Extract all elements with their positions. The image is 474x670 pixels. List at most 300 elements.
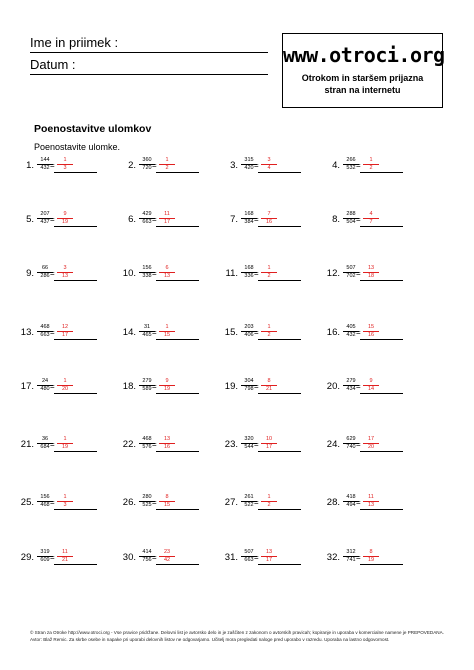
answer-fraction xyxy=(260,378,278,392)
fraction-numerator: 507 xyxy=(346,265,356,271)
answer-numerator: 23 xyxy=(163,549,171,555)
answer-numerator: 13 xyxy=(367,265,375,271)
fraction-numerator: 66 xyxy=(41,265,49,271)
answer-denominator: 2 xyxy=(369,165,373,171)
problem-item xyxy=(208,324,308,348)
equals-sign: = xyxy=(50,161,55,170)
answer-line[interactable] xyxy=(258,509,301,510)
problem-item xyxy=(4,378,104,402)
problem-item xyxy=(208,436,308,460)
fraction-numerator: 156 xyxy=(40,494,50,500)
answer-denominator: 16 xyxy=(163,444,171,450)
answer-fraction xyxy=(56,378,74,392)
answer-line[interactable] xyxy=(360,280,403,281)
name-label: Ime in priimek : xyxy=(30,35,119,50)
fraction-denominator: 384 xyxy=(244,219,254,225)
problem-number: 15. xyxy=(224,327,238,338)
answer-denominator: 21 xyxy=(265,386,273,392)
problem-number: 21. xyxy=(20,439,34,450)
fraction-numerator: 24 xyxy=(41,378,49,384)
problem-item xyxy=(208,157,308,181)
fraction-denominator: 434 xyxy=(346,386,356,392)
problem-number: 5. xyxy=(26,214,34,225)
answer-line[interactable] xyxy=(360,451,403,452)
answer-line[interactable] xyxy=(360,509,403,510)
answer-fraction xyxy=(158,436,176,450)
fraction-numerator: 360 xyxy=(142,157,152,163)
problem-item xyxy=(4,436,104,460)
fraction-numerator: 312 xyxy=(346,549,356,555)
answer-numerator: 8 xyxy=(369,549,373,555)
answer-denominator: 14 xyxy=(367,386,375,392)
answer-line[interactable] xyxy=(360,172,403,173)
answer-fraction xyxy=(56,265,74,279)
problem-item xyxy=(106,157,206,181)
answer-fraction xyxy=(260,157,278,171)
answer-fraction xyxy=(158,157,176,171)
answer-denominator: 20 xyxy=(61,386,69,392)
fraction-denominator: 740 xyxy=(346,444,356,450)
answer-numerator: 1 xyxy=(63,494,67,500)
answer-numerator: 1 xyxy=(165,324,169,330)
problem-number: 28. xyxy=(326,497,340,508)
worksheet-title: Poenostavitve ulomkov xyxy=(34,123,152,135)
answer-numerator: 10 xyxy=(265,436,273,442)
answer-line[interactable] xyxy=(360,564,403,565)
equals-sign: = xyxy=(254,161,259,170)
problem-item xyxy=(310,494,410,518)
problem-number: 16. xyxy=(326,327,340,338)
fraction-denominator: 609 xyxy=(40,557,50,563)
fraction-denominator: 525 xyxy=(142,502,152,508)
answer-numerator: 8 xyxy=(165,494,169,500)
equals-sign: = xyxy=(50,553,55,562)
problem-item xyxy=(106,265,206,289)
answer-numerator: 1 xyxy=(267,494,271,500)
name-underline xyxy=(30,52,268,53)
answer-fraction xyxy=(362,436,380,450)
fraction-denominator: 589 xyxy=(142,386,152,392)
answer-fraction xyxy=(260,265,278,279)
answer-numerator: 1 xyxy=(63,436,67,442)
fraction-numerator: 468 xyxy=(142,436,152,442)
logo-tagline-line2: stran na internetu xyxy=(324,85,401,95)
fraction-numerator: 168 xyxy=(244,265,254,271)
answer-numerator: 1 xyxy=(63,157,67,163)
answer-fraction xyxy=(158,549,176,563)
fraction-denominator: 494 xyxy=(346,502,356,508)
problem-item xyxy=(208,211,308,235)
problem-number: 23. xyxy=(224,439,238,450)
fraction-denominator: 756 xyxy=(142,557,152,563)
answer-denominator: 2 xyxy=(267,502,271,508)
answer-numerator: 3 xyxy=(63,265,67,271)
problem-number: 32. xyxy=(326,552,340,563)
answer-line[interactable] xyxy=(258,393,301,394)
fraction-denominator: 286 xyxy=(40,273,50,279)
equals-sign: = xyxy=(152,553,157,562)
answer-fraction xyxy=(260,211,278,225)
answer-denominator: 15 xyxy=(163,332,171,338)
fraction-denominator: 432 xyxy=(40,165,50,171)
answer-numerator: 9 xyxy=(369,378,373,384)
answer-line[interactable] xyxy=(54,509,97,510)
answer-line[interactable] xyxy=(360,339,403,340)
fraction-denominator: 437 xyxy=(40,219,50,225)
fraction-denominator: 504 xyxy=(346,219,356,225)
answer-fraction xyxy=(362,324,380,338)
answer-numerator: 1 xyxy=(165,157,169,163)
answer-fraction xyxy=(260,324,278,338)
answer-line[interactable] xyxy=(54,226,97,227)
answer-denominator: 20 xyxy=(367,444,375,450)
problem-number: 29. xyxy=(20,552,34,563)
fraction-numerator: 207 xyxy=(40,211,50,217)
fraction-numerator: 280 xyxy=(142,494,152,500)
date-label: Datum : xyxy=(30,57,76,72)
problem-number: 27. xyxy=(224,497,238,508)
answer-denominator: 19 xyxy=(367,557,375,563)
fraction-numerator: 279 xyxy=(142,378,152,384)
fraction-denominator: 663 xyxy=(40,332,50,338)
problem-number: 18. xyxy=(122,381,136,392)
problem-number: 31. xyxy=(224,552,238,563)
footer-line1: © Stran za Otroke http://www.otroci.org - Vse pravice pridržane. Delovni list je avtorsko delo in je zaščiten z zakonom o avtorskih pravicah; kopiranje in uporaba v komercialne namene je PREPOVEDANA. xyxy=(30,630,444,635)
fraction-denominator: 336 xyxy=(244,273,254,279)
answer-fraction xyxy=(158,494,176,508)
equals-sign: = xyxy=(50,382,55,391)
answer-line[interactable] xyxy=(54,280,97,281)
problem-item xyxy=(106,378,206,402)
problem-number: 19. xyxy=(224,381,238,392)
answer-denominator: 19 xyxy=(61,219,69,225)
problem-number: 26. xyxy=(122,497,136,508)
fraction-numerator: 429 xyxy=(142,211,152,217)
answer-denominator: 4 xyxy=(267,165,271,171)
answer-denominator: 2 xyxy=(165,165,169,171)
fraction-numerator: 144 xyxy=(40,157,50,163)
answer-denominator: 17 xyxy=(163,219,171,225)
problem-item xyxy=(4,549,104,573)
answer-denominator: 17 xyxy=(265,444,273,450)
answer-line[interactable] xyxy=(258,339,301,340)
problem-item xyxy=(310,211,410,235)
equals-sign: = xyxy=(356,382,361,391)
equals-sign: = xyxy=(356,328,361,337)
answer-denominator: 17 xyxy=(265,557,273,563)
equals-sign: = xyxy=(254,215,259,224)
problem-number: 1. xyxy=(26,160,34,171)
problem-item xyxy=(310,378,410,402)
answer-numerator: 13 xyxy=(265,549,273,555)
equals-sign: = xyxy=(50,328,55,337)
problem-number: 24. xyxy=(326,439,340,450)
problem-number: 4. xyxy=(332,160,340,171)
fraction-numerator: 266 xyxy=(346,157,356,163)
problem-number: 3. xyxy=(230,160,238,171)
problem-number: 14. xyxy=(122,327,136,338)
answer-numerator: 6 xyxy=(165,265,169,271)
problem-item xyxy=(310,157,410,181)
problem-item xyxy=(106,494,206,518)
problem-item xyxy=(4,157,104,181)
answer-numerator: 11 xyxy=(368,494,374,500)
problem-item xyxy=(4,211,104,235)
answer-numerator: 11 xyxy=(62,549,68,555)
name-field[interactable] xyxy=(30,35,268,55)
problem-number: 2. xyxy=(128,160,136,171)
answer-fraction xyxy=(260,549,278,563)
equals-sign: = xyxy=(356,269,361,278)
problem-item xyxy=(208,549,308,573)
answer-denominator: 21 xyxy=(61,557,69,563)
problem-item xyxy=(4,494,104,518)
fraction-denominator: 522 xyxy=(244,502,254,508)
site-logo xyxy=(282,33,443,108)
answer-numerator: 15 xyxy=(367,324,375,330)
answer-line[interactable] xyxy=(258,226,301,227)
problem-number: 25. xyxy=(20,497,34,508)
answer-line[interactable] xyxy=(258,564,301,565)
answer-numerator: 1 xyxy=(267,324,271,330)
answer-fraction xyxy=(260,436,278,450)
answer-denominator: 2 xyxy=(267,273,271,279)
answer-fraction xyxy=(362,265,380,279)
answer-denominator: 19 xyxy=(61,444,69,450)
fraction-denominator: 576 xyxy=(142,444,152,450)
date-underline xyxy=(30,74,268,75)
answer-line[interactable] xyxy=(54,172,97,173)
fraction-denominator: 468 xyxy=(40,502,50,508)
copyright-footer xyxy=(30,630,450,643)
equals-sign: = xyxy=(356,498,361,507)
fraction-denominator: 465 xyxy=(142,332,152,338)
answer-line[interactable] xyxy=(54,339,97,340)
logo-tagline-line1: Otrokom in staršem prijazna xyxy=(301,73,424,83)
answer-numerator: 7 xyxy=(267,211,271,217)
problem-number: 9. xyxy=(26,268,34,279)
equals-sign: = xyxy=(152,498,157,507)
answer-numerator: 1 xyxy=(267,265,271,271)
fraction-denominator: 532 xyxy=(346,165,356,171)
answer-line[interactable] xyxy=(54,393,97,394)
equals-sign: = xyxy=(152,382,157,391)
equals-sign: = xyxy=(254,269,259,278)
answer-line[interactable] xyxy=(360,226,403,227)
problem-number: 12. xyxy=(326,268,340,279)
answer-numerator: 12 xyxy=(61,324,69,330)
answer-denominator: 19 xyxy=(163,386,171,392)
problem-number: 6. xyxy=(128,214,136,225)
problem-number: 30. xyxy=(122,552,136,563)
problem-item xyxy=(310,324,410,348)
equals-sign: = xyxy=(152,440,157,449)
answer-denominator: 2 xyxy=(267,332,271,338)
date-field[interactable] xyxy=(30,57,268,77)
problem-item xyxy=(208,378,308,402)
answer-fraction xyxy=(56,211,74,225)
answer-numerator: 3 xyxy=(267,157,271,163)
problem-number: 11. xyxy=(225,268,238,279)
answer-numerator: 4 xyxy=(369,211,373,217)
answer-fraction xyxy=(56,157,74,171)
fraction-numerator: 279 xyxy=(346,378,356,384)
equals-sign: = xyxy=(356,215,361,224)
logo-tagline xyxy=(283,72,442,96)
answer-denominator: 13 xyxy=(61,273,69,279)
answer-fraction xyxy=(158,378,176,392)
fraction-numerator: 168 xyxy=(244,211,254,217)
fraction-denominator: 544 xyxy=(244,444,254,450)
answer-line[interactable] xyxy=(156,172,199,173)
equals-sign: = xyxy=(50,440,55,449)
answer-denominator: 3 xyxy=(63,165,67,171)
answer-line[interactable] xyxy=(54,451,97,452)
equals-sign: = xyxy=(152,328,157,337)
answer-fraction xyxy=(158,211,176,225)
fraction-numerator: 288 xyxy=(346,211,356,217)
problem-number: 17. xyxy=(20,381,34,392)
fraction-numerator: 31 xyxy=(143,324,151,330)
equals-sign: = xyxy=(356,553,361,562)
answer-line[interactable] xyxy=(258,172,301,173)
answer-fraction xyxy=(56,436,74,450)
fraction-denominator: 432 xyxy=(346,332,356,338)
answer-line[interactable] xyxy=(156,280,199,281)
fraction-numerator: 203 xyxy=(244,324,254,330)
answer-numerator: 17 xyxy=(367,436,375,442)
problem-item xyxy=(310,265,410,289)
fraction-denominator: 663 xyxy=(142,219,152,225)
problem-item xyxy=(208,265,308,289)
fraction-numerator: 320 xyxy=(244,436,254,442)
equals-sign: = xyxy=(152,269,157,278)
answer-denominator: 13 xyxy=(163,273,171,279)
answer-numerator: 9 xyxy=(63,211,67,217)
equals-sign: = xyxy=(50,269,55,278)
answer-line[interactable] xyxy=(258,451,301,452)
equals-sign: = xyxy=(254,328,259,337)
answer-fraction xyxy=(260,494,278,508)
answer-fraction xyxy=(362,494,380,508)
equals-sign: = xyxy=(254,498,259,507)
answer-denominator: 16 xyxy=(367,332,375,338)
fraction-numerator: 507 xyxy=(244,549,254,555)
answer-numerator: 11 xyxy=(164,211,170,217)
answer-fraction xyxy=(56,324,74,338)
answer-line[interactable] xyxy=(156,393,199,394)
answer-denominator: 17 xyxy=(61,332,69,338)
answer-numerator: 9 xyxy=(165,378,169,384)
fraction-numerator: 261 xyxy=(244,494,254,500)
answer-line[interactable] xyxy=(54,564,97,565)
fraction-numerator: 315 xyxy=(244,157,254,163)
answer-denominator: 13 xyxy=(367,502,375,508)
answer-line[interactable] xyxy=(156,226,199,227)
fraction-numerator: 629 xyxy=(346,436,356,442)
fraction-denominator: 420 xyxy=(244,165,254,171)
fraction-denominator: 720 xyxy=(142,165,152,171)
answer-line[interactable] xyxy=(156,564,199,565)
problem-number: 10. xyxy=(122,268,136,279)
fraction-denominator: 338 xyxy=(142,273,152,279)
problem-item xyxy=(106,549,206,573)
answer-fraction xyxy=(362,211,380,225)
answer-fraction xyxy=(362,549,380,563)
equals-sign: = xyxy=(356,440,361,449)
footer-line2: Avtor: Blaž Remic. Za skrbe osebe in napake pri uporabi delovnih listov ne odgovarjamo. Učitelj mora pregledati naloge pred uporabo v razredu. Uporaba na lastno odgovornost. xyxy=(30,636,390,642)
logo-url: www.otroci.org xyxy=(283,43,445,67)
answer-fraction xyxy=(56,549,74,563)
equals-sign: = xyxy=(356,161,361,170)
problem-number: 22. xyxy=(122,439,136,450)
fraction-numerator: 405 xyxy=(346,324,356,330)
fraction-denominator: 741 xyxy=(346,557,356,563)
problem-item xyxy=(208,494,308,518)
fraction-numerator: 414 xyxy=(142,549,152,555)
fraction-denominator: 663 xyxy=(244,557,254,563)
equals-sign: = xyxy=(50,215,55,224)
equals-sign: = xyxy=(254,382,259,391)
problem-number: 7. xyxy=(230,214,238,225)
equals-sign: = xyxy=(152,161,157,170)
answer-numerator: 8 xyxy=(267,378,271,384)
answer-line[interactable] xyxy=(258,280,301,281)
answer-line[interactable] xyxy=(156,509,199,510)
fraction-numerator: 319 xyxy=(40,549,50,555)
problem-item xyxy=(106,324,206,348)
answer-fraction xyxy=(56,494,74,508)
problem-number: 20. xyxy=(326,381,340,392)
fraction-numerator: 468 xyxy=(40,324,50,330)
answer-numerator: 1 xyxy=(63,378,67,384)
answer-numerator: 1 xyxy=(369,157,373,163)
fraction-denominator: 702 xyxy=(346,273,356,279)
answer-denominator: 15 xyxy=(163,502,171,508)
equals-sign: = xyxy=(152,215,157,224)
problem-item xyxy=(4,265,104,289)
problem-item xyxy=(106,211,206,235)
answer-line[interactable] xyxy=(156,339,199,340)
answer-denominator: 42 xyxy=(163,557,171,563)
equals-sign: = xyxy=(254,553,259,562)
problem-number: 13. xyxy=(20,327,34,338)
fraction-denominator: 480 xyxy=(40,386,50,392)
answer-numerator: 13 xyxy=(163,436,171,442)
equals-sign: = xyxy=(50,498,55,507)
answer-line[interactable] xyxy=(360,393,403,394)
problem-number: 8. xyxy=(332,214,340,225)
fraction-numerator: 36 xyxy=(41,436,49,442)
fraction-denominator: 684 xyxy=(40,444,50,450)
answer-fraction xyxy=(362,378,380,392)
problem-item xyxy=(4,324,104,348)
fraction-denominator: 798 xyxy=(244,386,254,392)
fraction-numerator: 418 xyxy=(346,494,356,500)
answer-denominator: 16 xyxy=(265,219,273,225)
fraction-numerator: 304 xyxy=(244,378,254,384)
answer-fraction xyxy=(362,157,380,171)
answer-line[interactable] xyxy=(156,451,199,452)
fraction-numerator: 156 xyxy=(142,265,152,271)
problem-item xyxy=(310,549,410,573)
fraction-denominator: 406 xyxy=(244,332,254,338)
answer-fraction xyxy=(158,265,176,279)
answer-fraction xyxy=(158,324,176,338)
answer-denominator: 7 xyxy=(369,219,373,225)
answer-denominator: 3 xyxy=(63,502,67,508)
answer-denominator: 18 xyxy=(367,273,375,279)
